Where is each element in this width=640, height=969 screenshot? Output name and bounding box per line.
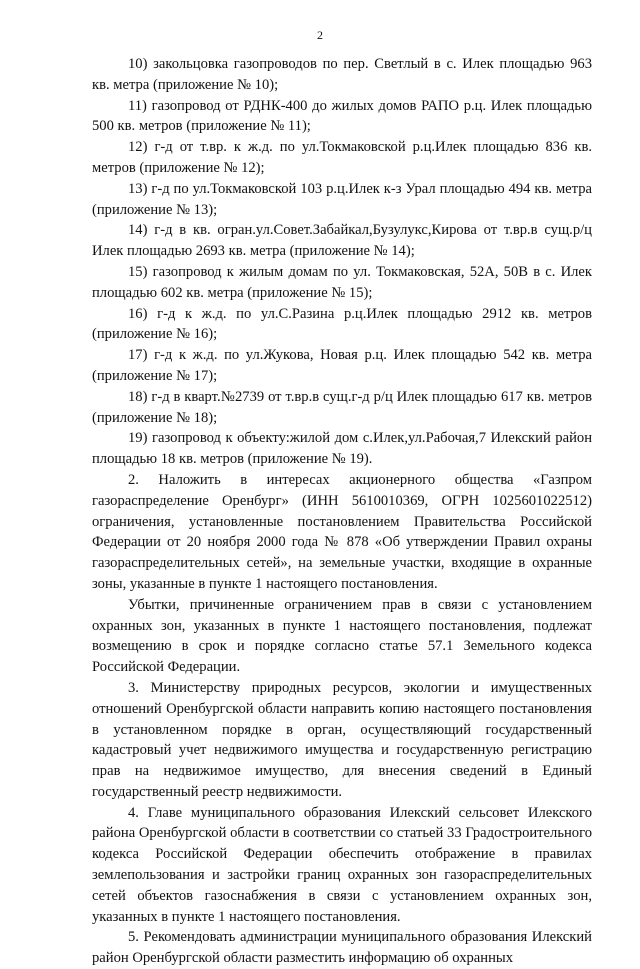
clause-5: 5. Рекомендовать администрации муниципального образования Илекский район Оренбургской области разместить информацию об охранных: [92, 929, 592, 967]
item-18: 18) г-д в кварт.№2739 от т.вр.в сущ.г-д р/ц Илек площадью 617 кв. метров (приложение № 18);: [92, 388, 592, 426]
clause-2: 2. Наложить в интересах акционерного общества «Газпром газораспределение Оренбург» (ИНН 5610010369, ОГРН 1025601022512) ограничения, установленные постановлением Правительства Российской Федерации от 20 ноября 2000 года № 878 «Об утверждении Правил охраны газораспределительных сетей», на земельные участки, входящие в охранные зоны, указанные в пункте 1 настоящего постановления.: [92, 471, 592, 592]
item-11: 11) газопровод от РДНК-400 до жилых домов РАПО р.ц. Илек площадью 500 кв. метров (приложение № 11);: [92, 97, 592, 135]
document-body: [92, 54, 592, 969]
item-17: 17) г-д к ж.д. по ул.Жукова, Новая р.ц. Илек площадью 542 кв. метра (приложение № 17);: [92, 347, 592, 384]
clause-2-losses: Убытки, причиненные ограничением прав в связи с установлением охранных зон, указанных в пункте 1 настоящего постановления, подлежат возмещению в срок и порядке согласно статье 57.1 Земельного кодекса Российской Федерации.: [92, 596, 592, 676]
clause-4: 4. Главе муниципального образования Илекский сельсовет Илекского района Оренбургской области в соответствии со статьей 33 Градостроительного кодекса Российской Федерации обеспечить отображение в правилах землепользования и застройки границ охранных зон газораспределительных сетей объектов газоснабжения в связи с установлением охранных зон, указанных в пункте 1 настоящего постановления.: [92, 804, 592, 925]
clause-3: 3. Министерству природных ресурсов, экологии и имущественных отношений Оренбургской области направить копию настоящего постановления в установленном порядке в орган, осуществляющий государственный кадастровый учет недвижимого имущества и государственную регистрацию прав на недвижимое имущество, для внесения сведений в Единый государственный реестр недвижимости.: [92, 679, 592, 800]
item-13: 13) г-д по ул.Токмаковской 103 р.ц.Илек к-з Урал площадью 494 кв. метра (приложение № 13);: [92, 180, 592, 218]
item-19: 19) газопровод к объекту:жилой дом с.Илек,ул.Рабочая,7 Илекский район площадью 18 кв. метров (приложение № 19).: [92, 430, 592, 468]
item-14: 14) г-д в кв. огран.ул.Совет.Забайкал,Бузулукс,Кирова от т.вр.в сущ.р/ц Илек площадью 2693 кв. метра (приложение № 14);: [92, 222, 592, 260]
item-10: 10) закольцовка газопроводов по пер. Светлый в с. Илек площадью 963 кв. метра (приложение № 10);: [92, 56, 592, 93]
item-12: 12) г-д от т.вр. к ж.д. по ул.Токмаковской р.ц.Илек площадью 836 кв. метров (приложение № 12);: [92, 139, 592, 176]
item-15: 15) газопровод к жилым домам по ул. Токмаковская, 52А, 50В в с. Илек площадью 602 кв. метра (приложение № 15);: [92, 263, 592, 301]
page-number: 2: [317, 28, 323, 42]
item-16: 16) г-д к ж.д. по ул.С.Разина р.ц.Илек площадью 2912 кв. метров (приложение № 16);: [92, 305, 592, 343]
